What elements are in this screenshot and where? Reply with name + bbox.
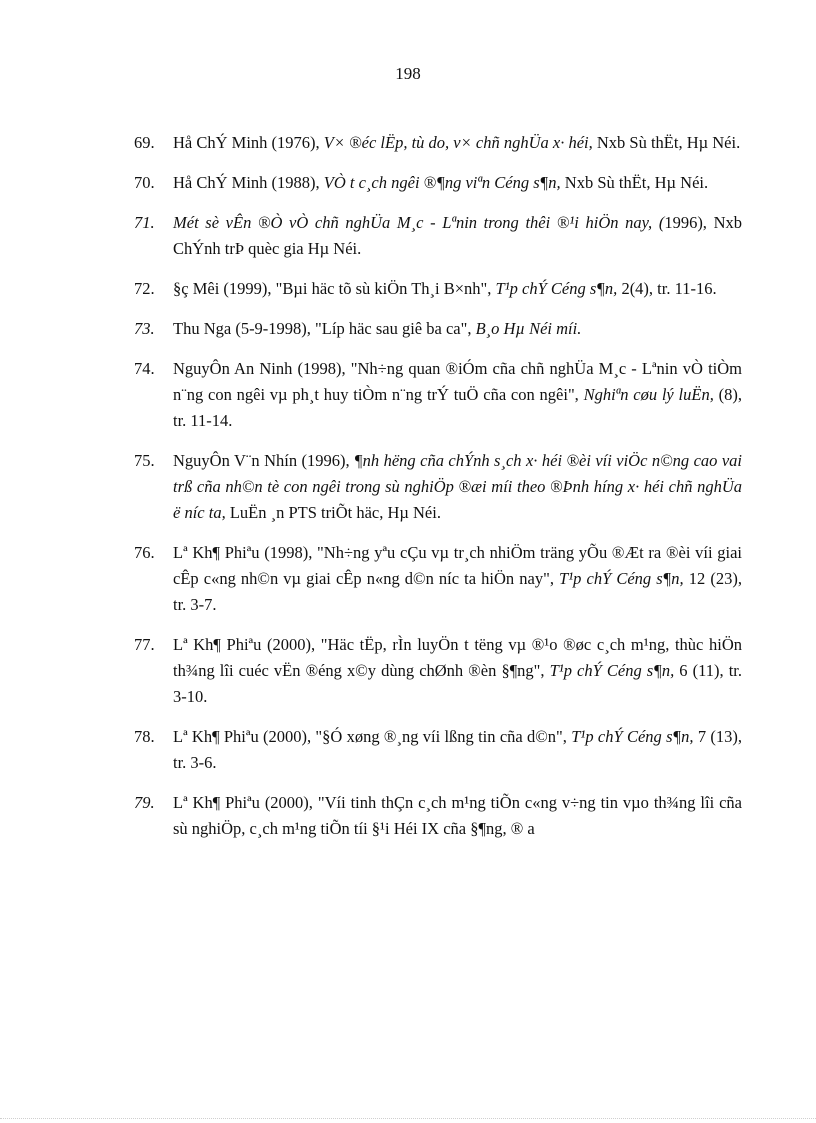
reference-text: Nxb Sù thËt, Hµ Néi. <box>592 133 741 152</box>
reference-title: Nghiªn cøu lý luËn, <box>583 385 714 404</box>
reference-number: 71. <box>134 213 155 232</box>
reference-text: Lª Kh¶ Phiªu (2000), "§Ó xøng ®¸ng víi lßng tin cña d©n", <box>173 727 572 746</box>
reference-number: 77. <box>134 635 155 654</box>
reference-number: 73. <box>134 319 155 338</box>
reference-number: 70. <box>134 173 155 192</box>
reference-text: (8), tr. 11-14. <box>173 385 742 430</box>
reference-text: 7 (13), tr. 3-6. <box>173 727 742 772</box>
reference-number: 75. <box>134 451 155 470</box>
reference-item <box>134 170 742 196</box>
reference-title: T¹p chÝ Céng s¶n, <box>559 569 684 588</box>
reference-item <box>134 356 742 434</box>
reference-text: Thu Nga (5-9-1998), "Líp häc sau giê ba ca", <box>173 319 476 338</box>
reference-item <box>134 790 742 842</box>
page-bottom-border <box>0 1118 816 1119</box>
reference-text: 6 (11), tr. 3-10. <box>173 661 742 706</box>
reference-text: Hå ChÝ Minh (1976), <box>173 133 324 152</box>
reference-item <box>134 276 742 302</box>
reference-text: LuËn ¸n PTS triÕt häc, Hµ Néi. <box>225 503 441 522</box>
reference-title: T¹p chÝ Céng s¶n, <box>571 727 694 746</box>
reference-number: 76. <box>134 543 155 562</box>
reference-text: §ç Mêi (1999), "Bµi häc tõ sù kiÖn Th¸i B×nh", <box>173 279 496 298</box>
reference-text: Lª Kh¶ Phiªu (2000), "Víi tinh thÇn c¸ch m¹ng tiÕn c«ng v÷ng tin vµo th¾ng lîi cña sù nghiÖp, c¸ch m¹ng tiÕn tíi §¹i Héi IX cña §¶ng, ® a <box>173 793 742 838</box>
reference-text: 12 (23), tr. 3-7. <box>173 569 742 614</box>
reference-item <box>134 130 742 156</box>
reference-item <box>134 632 742 710</box>
reference-item <box>134 724 742 776</box>
reference-text: NguyÔn An Ninh (1998), "Nh÷ng quan ®iÓm cña chñ nghÜa M¸c - Lªnin vÒ tiÒm n¨ng con ngêi vµ ph¸t huy tiÒm n¨ng trÝ tuÖ cña con ngêi", <box>173 359 742 404</box>
reference-text: Hå ChÝ Minh (1988), <box>173 173 324 192</box>
reference-item <box>134 540 742 618</box>
reference-number: 79. <box>134 793 155 812</box>
reference-text: NguyÔn V¨n Nhín (1996), <box>173 451 355 470</box>
reference-title: V× ®éc lËp, tù do, v× chñ nghÜa x· héi, <box>323 133 593 152</box>
reference-title: ¶nh hëng cña chÝnh s¸ch x· héi ®èi víi viÖc n©ng cao vai trß cña nh©n tè con ngêi trong sù nghiÖp ®æi míi theo ®Þnh híng x· héi chñ nghÜa ë níc ta, <box>173 451 742 522</box>
reference-text: Nxb Sù thËt, Hµ Néi. <box>560 173 709 192</box>
reference-title: B¸o Hµ Néi míi. <box>475 319 582 338</box>
reference-item <box>134 210 742 262</box>
reference-title: T¹p chÝ Céng s¶n, <box>495 279 618 298</box>
reference-text: Lª Kh¶ Phiªu (1998), "Nh÷ng yªu cÇu vµ tr¸ch nhiÖm träng yÕu ®Æt ra ®èi víi giai cÊp c«ng nh©n vµ giai cÊp n«ng d©n níc ta hiÖn nay", <box>173 543 742 588</box>
reference-number: 72. <box>134 279 155 298</box>
reference-text: 1996), Nxb ChÝnh trÞ quèc gia Hµ Néi. <box>173 213 742 258</box>
reference-text: 2(4), tr. 11-16. <box>617 279 717 298</box>
reference-number: 69. <box>134 133 155 152</box>
reference-item <box>134 448 742 526</box>
reference-item <box>134 316 742 342</box>
reference-number: 78. <box>134 727 155 746</box>
reference-text: Lª Kh¶ Phiªu (2000), "Häc tËp, rÌn luyÖn t tëng vµ ®¹o ®øc c¸ch m¹ng, thùc hiÖn th¾ng lîi cuéc vËn ®éng x©y dùng chØnh ®èn §¶ng", <box>173 635 742 680</box>
reference-title: VÒ t c¸ch ngêi ®¶ng viªn Céng s¶n, <box>323 173 561 192</box>
reference-title: T¹p chÝ Céng s¶n, <box>549 661 675 680</box>
reference-list <box>134 130 742 856</box>
page-number: 198 <box>395 64 421 83</box>
reference-title: Mét sè vÊn ®Ò vÒ chñ nghÜa M¸c - Lªnin trong thêi ®¹i hiÖn nay, ( <box>173 213 665 232</box>
reference-number: 74. <box>134 359 155 378</box>
